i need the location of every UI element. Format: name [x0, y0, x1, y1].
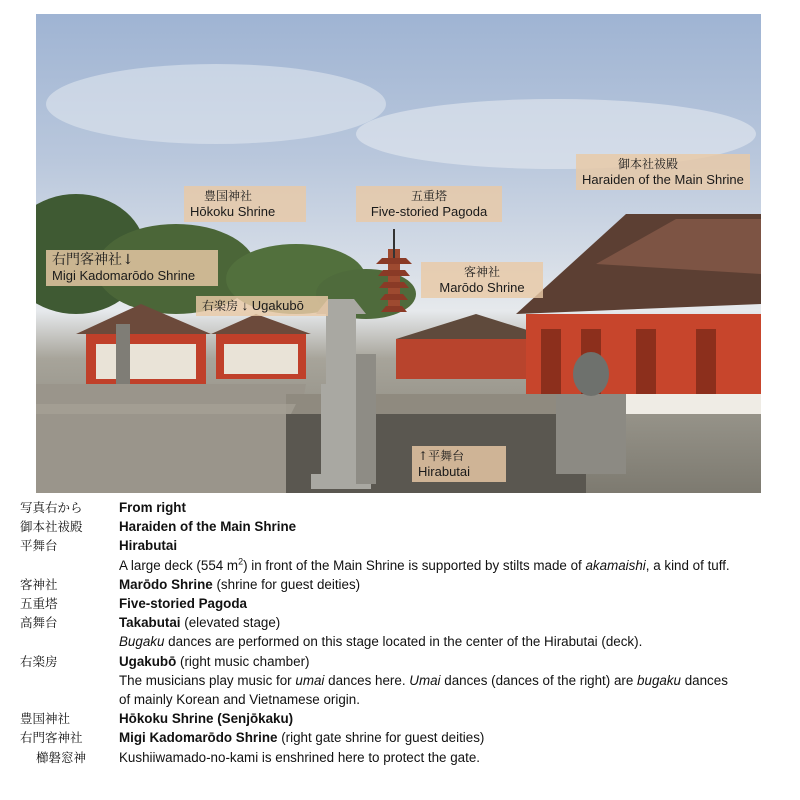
legend-term: Five-storied Pagoda — [119, 596, 247, 612]
label-haraiden-jp: 御本社祓殿 — [618, 157, 679, 171]
desc-text: dances here. — [324, 672, 410, 688]
legend-note: (right music chamber) — [176, 653, 310, 669]
desc-term: Umai — [409, 672, 441, 688]
down-arrow-icon: ↓ — [122, 252, 134, 268]
legend-jp: 五重塔 — [20, 596, 58, 612]
legend-row — [20, 613, 780, 632]
label-pagoda — [356, 186, 502, 222]
legend-jp: 写真右から — [20, 500, 83, 515]
desc-text: , a kind of tuff. — [645, 557, 730, 573]
legend-row — [20, 517, 780, 536]
label-marodo-en: Marōdo Shrine — [439, 280, 525, 295]
down-arrow-icon: ↓ — [241, 298, 249, 313]
label-hirabutai-jp: 平舞台 — [428, 449, 465, 463]
legend-desc — [20, 671, 780, 690]
label-haraiden — [576, 154, 750, 190]
legend-row — [20, 748, 780, 767]
legend-term: From right — [119, 500, 186, 515]
desc-text: A large deck (554 m — [119, 557, 239, 573]
legend — [20, 498, 780, 767]
label-ugakubo-en: Ugakubō — [251, 298, 304, 313]
legend-row — [20, 575, 780, 594]
legend-row — [20, 498, 780, 517]
legend-row — [20, 728, 780, 747]
label-migi-jp: 右門客神社 — [52, 252, 122, 268]
legend-note: (shrine for guest deities) — [212, 576, 361, 592]
label-ugakubo-jp: 右楽房 — [202, 299, 239, 313]
label-marodo-jp: 客神社 — [463, 265, 500, 279]
label-haraiden-en: Haraiden of the Main Shrine — [582, 172, 744, 187]
label-migi — [46, 250, 218, 286]
label-ugakubo — [196, 296, 328, 316]
legend-jp: 客神社 — [20, 576, 58, 592]
legend-jp: 御本社祓殿 — [20, 519, 83, 535]
legend-desc — [20, 690, 780, 709]
legend-desc — [20, 556, 780, 575]
desc-term: Bugaku — [119, 634, 165, 650]
label-hirabutai — [412, 446, 506, 482]
legend-note: (elevated stage) — [180, 615, 281, 631]
legend-jp: 櫛磐窓神 — [36, 749, 87, 765]
legend-row — [20, 709, 780, 728]
label-hokoku-jp: 豊国神社 — [204, 189, 253, 203]
label-hokoku-en: Hōkoku Shrine — [190, 204, 276, 219]
legend-jp: 平舞台 — [20, 538, 58, 554]
shrine-photo — [36, 14, 761, 493]
label-pagoda-jp: 五重塔 — [410, 189, 447, 203]
legend-desc — [20, 632, 780, 651]
legend-term: Ugakubō — [119, 653, 177, 669]
label-hokoku — [184, 186, 306, 222]
legend-term: Takabutai — [119, 615, 181, 631]
legend-term: Marōdo Shrine — [119, 576, 213, 592]
desc-text: dances are performed on this stage located in the center of the Hirabutai (deck). — [164, 634, 643, 650]
legend-row — [20, 536, 780, 555]
desc-text: dances (dances of the right) are — [440, 672, 638, 688]
label-hirabutai-en: Hirabutai — [418, 464, 471, 479]
desc-text: Kushiiwamado-no-kami is enshrined here to protect the gate. — [119, 749, 480, 765]
label-pagoda-en: Five-storied Pagoda — [370, 204, 488, 219]
desc-text: dances — [680, 672, 728, 688]
label-migi-en: Migi Kadomarōdo Shrine — [52, 268, 196, 283]
legend-jp: 右楽房 — [20, 653, 58, 669]
desc-term: umai — [295, 672, 325, 688]
legend-row — [20, 594, 780, 613]
legend-jp: 豊国神社 — [20, 711, 71, 727]
desc-term: bugaku — [637, 672, 681, 688]
legend-note: (right gate shrine for guest deities) — [277, 730, 485, 746]
legend-term: Migi Kadomarōdo Shrine — [119, 730, 278, 746]
legend-row — [20, 652, 780, 671]
legend-jp: 高舞台 — [20, 615, 58, 631]
desc-text: The musicians play music for — [119, 672, 296, 688]
desc-text: ) in front of the Main Shrine is supported by stilts made of — [243, 557, 586, 573]
label-marodo — [421, 262, 543, 298]
legend-term: Hōkoku Shrine (Senjōkaku) — [119, 711, 294, 727]
legend-jp: 右門客神社 — [20, 730, 83, 746]
desc-term: akamaishi — [585, 557, 646, 573]
legend-term: Hirabutai — [119, 538, 178, 554]
up-arrow-icon: ↑ — [418, 449, 429, 463]
legend-term: Haraiden of the Main Shrine — [119, 519, 297, 535]
desc-sup: 2 — [238, 556, 244, 567]
desc-text: of mainly Korean and Vietnamese origin. — [119, 692, 360, 708]
